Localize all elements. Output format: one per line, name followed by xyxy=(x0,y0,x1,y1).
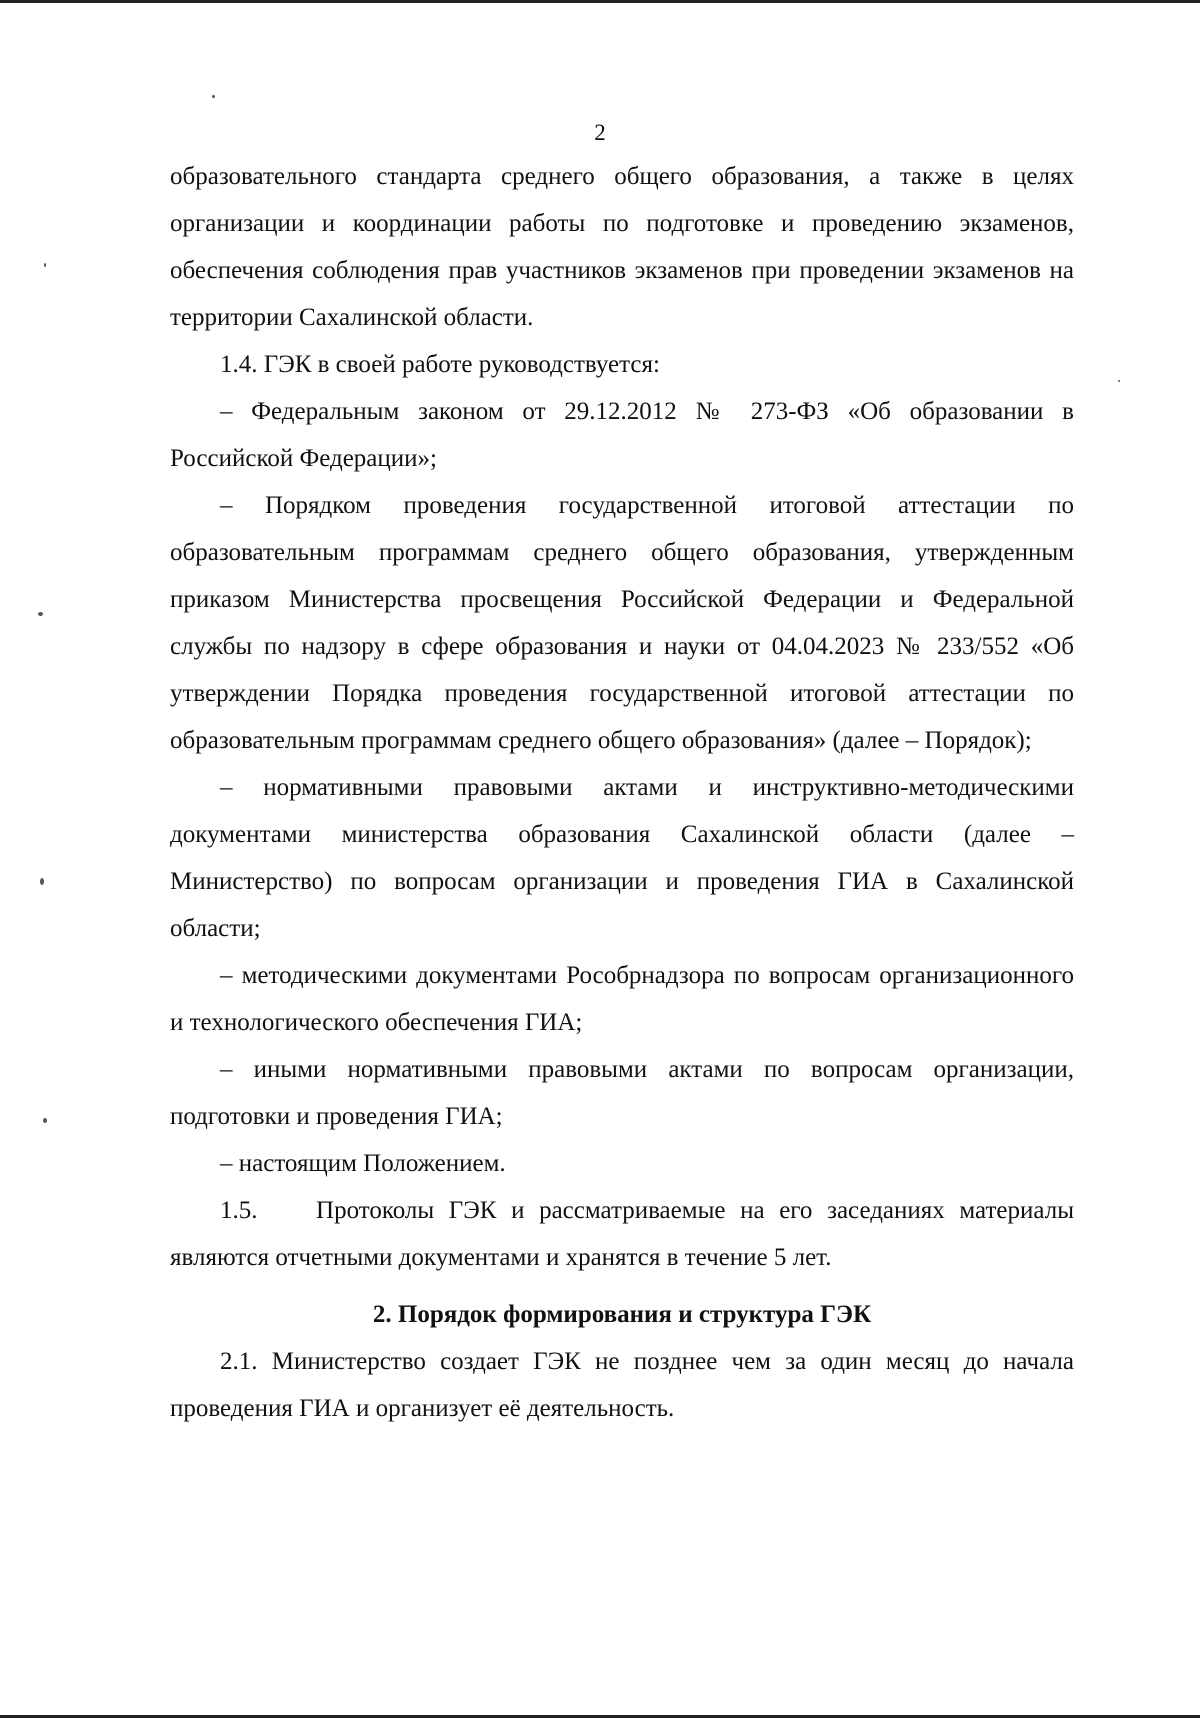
paragraph-2-1: 2.1. Министерство создает ГЭК не позднее чем за один месяц до начала проведения ГИА и организует её деятельность. xyxy=(170,1348,1074,1422)
list-item-federal-law: – Федеральным законом от 29.12.2012 № 273-ФЗ «Об образовании в Российской Федерации»; xyxy=(170,398,1074,472)
list-item-rosobrnadzor-docs: – методическими документами Рособрнадзора по вопросам организационного и технологического обеспечения ГИА; xyxy=(170,962,1074,1036)
section-heading: 2. Порядок формирования и структура ГЭК xyxy=(372,1301,872,1328)
scan-speck xyxy=(212,95,215,98)
document-body xyxy=(170,153,1081,1432)
scan-top-edge xyxy=(0,0,1200,3)
paragraph-continuation: образовательного стандарта среднего общего образования, а также в целях организации и координации работы по подготовке и проведению экзаменов, обеспечения соблюдения прав участников экзаменов при проведении экзаменов на территории Сахалинской области. xyxy=(170,163,1074,331)
list-item-order-procedure: – Порядком проведения государственной итоговой аттестации по образовательным программам среднего общего образования, утвержденным приказом Министерства просвещения Российской Федерации и Федеральной службы по надзору в сфере образования и науки от 04.04.2023 № 233/552 «Об утверждении Порядка проведения государственной итоговой аттестации по образовательным программам среднего общего образования» (далее – Порядок); xyxy=(170,492,1074,754)
scan-speck xyxy=(1118,380,1120,382)
paragraph-1-4: 1.4. ГЭК в своей работе руководствуется: xyxy=(220,351,660,378)
paragraph-1-5: 1.5. Протоколы ГЭК и рассматриваемые на его заседаниях материалы являются отчетными документами и хранятся в течение 5 лет. xyxy=(170,1197,1081,1271)
scan-speck xyxy=(40,878,44,885)
scan-speck xyxy=(43,1118,47,1123)
list-item-this-regulation: – настоящим Положением. xyxy=(220,1150,506,1177)
page-number: 2 xyxy=(594,120,606,145)
list-item-other-acts: – иными нормативными правовыми актами по вопросам организации, подготовки и проведения ГИА; xyxy=(170,1056,1074,1130)
scan-speck xyxy=(44,263,46,267)
list-item-regional-acts: – нормативными правовыми актами и инструктивно-методическими документами министерства образования Сахалинской области (далее – Министерство) по вопросам организации и проведения ГИА в Сахалинской области; xyxy=(170,774,1074,942)
scan-speck xyxy=(38,612,43,616)
